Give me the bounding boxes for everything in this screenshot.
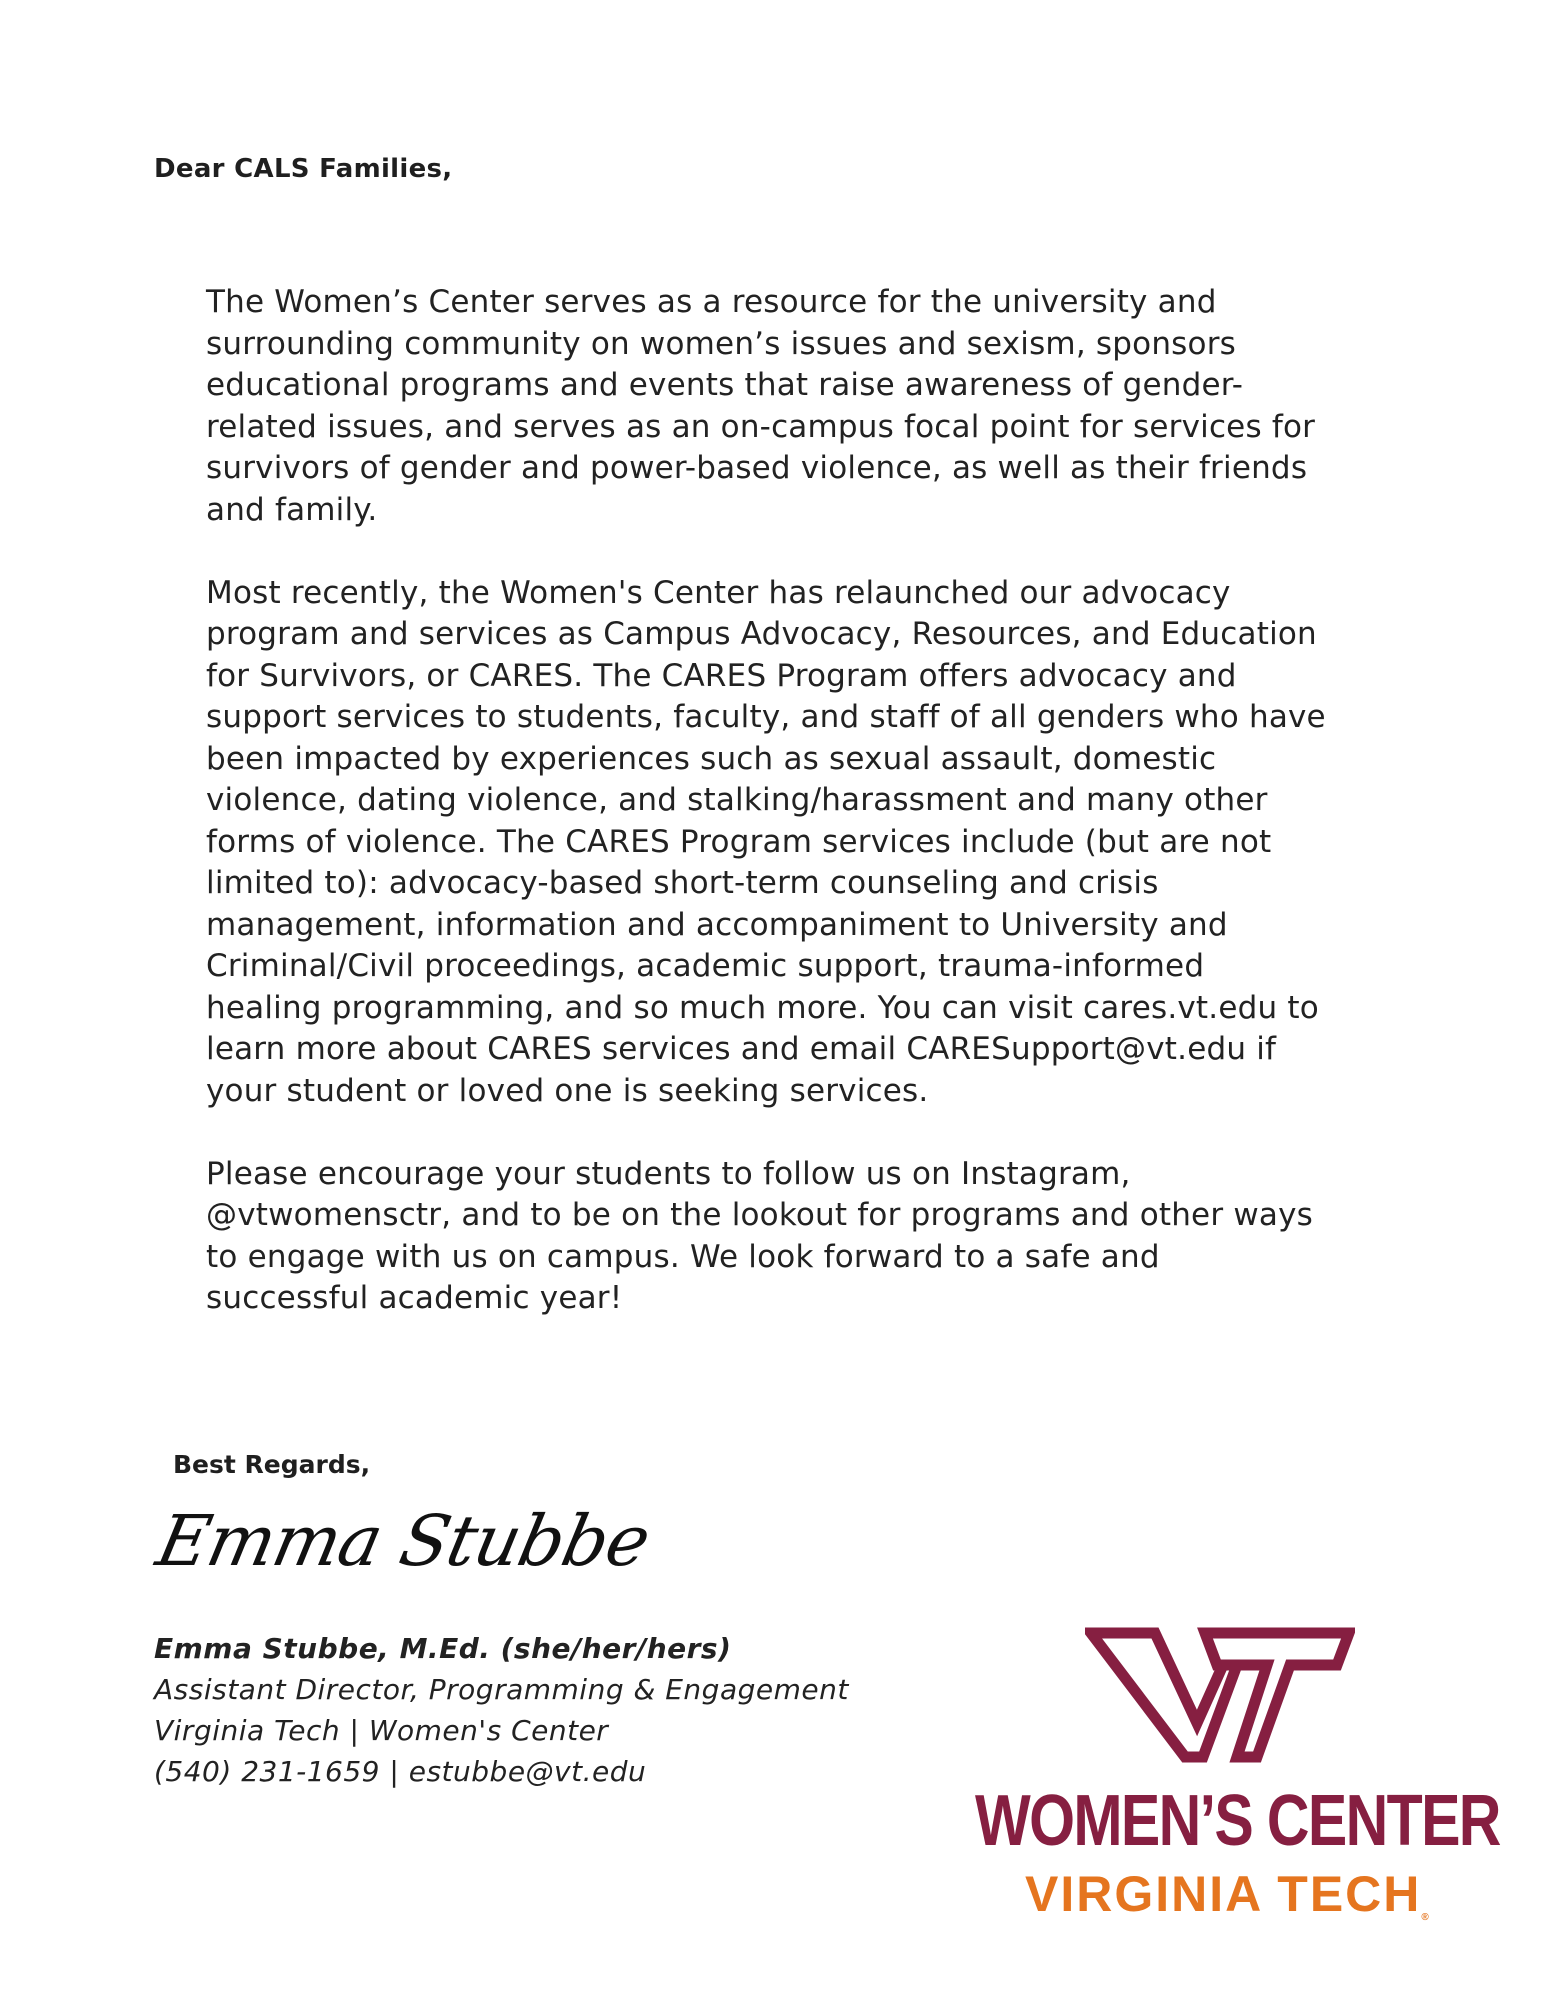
letter-closing: Best Regards, [173, 1450, 371, 1479]
handwritten-signature: Emma Stubbe [150, 1500, 657, 1582]
signer-contact: (540) 231-1659 | estubbe@vt.edu [154, 1755, 647, 1788]
letter-greeting: Dear CALS Families, [154, 154, 453, 184]
paragraph-cares: Most recently, the Women's Center has relaunched our advocacy program and services as Campus Advocacy, Resources, and Education for Survivors, or CARES. The CARES Program offers advocacy and support services to students, faculty, and staff of all genders who have been impacted by experiences such as sexual assault, domestic violence, dating violence, and stalking/harassment and many other forms of violence. The CARES Program services include (but are not limited to): advocacy-based short-term counseling and crisis management, information and accompaniment to University and Criminal/Civil proceedings, academic support, trauma-informed healing programming, and so much more. You can visit cares.vt.edu to learn more about CARES services and email CARESupport@vt.edu if your student or loved one is seeking services. [206, 574, 1326, 1109]
letter-body [206, 282, 1326, 1361]
signer-name: Emma Stubbe, M.Ed. (she/her/hers) [154, 1632, 732, 1665]
registered-mark: ® [1421, 1912, 1429, 1923]
logo-virginia-tech-text [1025, 1865, 1429, 1923]
signature-block [154, 1628, 849, 1792]
paragraph-intro: The Women’s Center serves as a resource for the university and surrounding community on women’s issues and sexism, sponsors educational programs and events that raise awareness of gender-related issues, and serves as an on-campus focal point for services for survivors of gender and power-based violence, as well as their friends and family. [206, 284, 1316, 528]
paragraph-instagram: Please encourage your students to follow us on Instagram, @vtwomensctr, and to be on the lookout for programs and other ways to engage with us on campus. We look forward to a safe and successful academic year! [206, 1155, 1313, 1316]
vt-monogram-icon [1085, 1625, 1355, 1765]
logo-virginia-tech-label: VIRGINIA TECH [1025, 1866, 1422, 1922]
womens-center-logo [975, 1625, 1500, 1925]
logo-womens-center-text: WOMEN’S CENTER [975, 1781, 1500, 1861]
signer-organization: Virginia Tech | Women's Center [154, 1714, 609, 1747]
signer-title: Assistant Director, Programming & Engagement [154, 1673, 849, 1706]
